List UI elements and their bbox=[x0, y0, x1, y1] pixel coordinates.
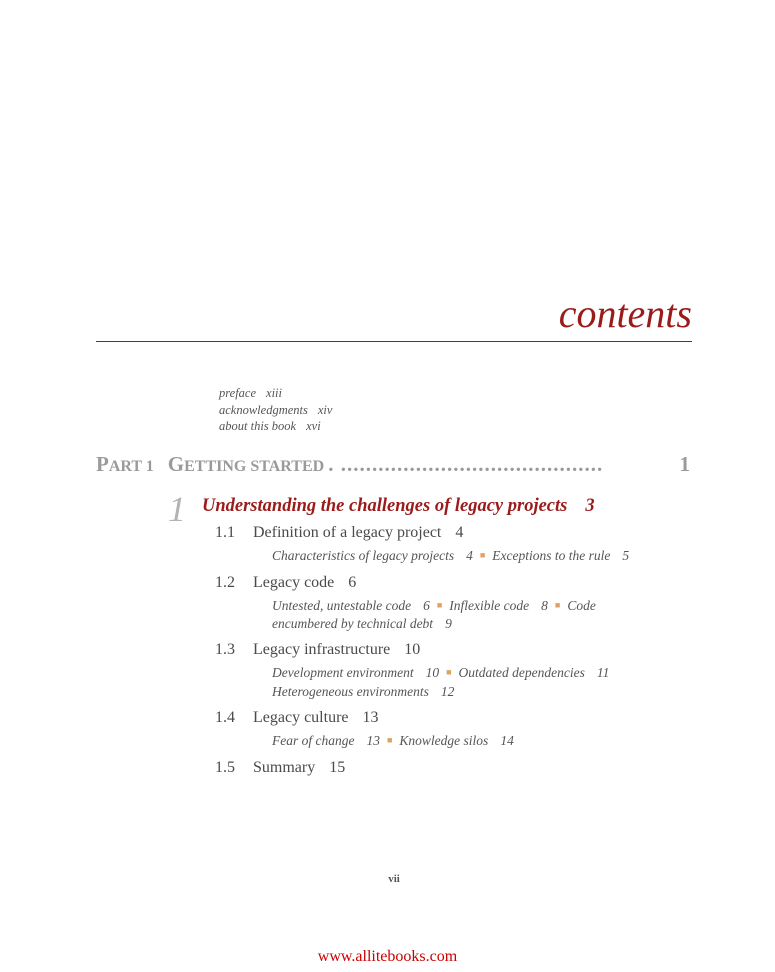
footer-url-link[interactable]: www.allitebooks.com bbox=[317, 948, 458, 965]
subsection-line bbox=[272, 665, 609, 681]
subsection-title[interactable]: Knowledge silos bbox=[399, 733, 489, 748]
subsection-page: 4 bbox=[466, 548, 473, 563]
bullet-separator: ■ bbox=[436, 600, 443, 610]
front-matter-preface[interactable] bbox=[219, 386, 282, 401]
bullet-separator: ■ bbox=[479, 550, 486, 560]
subsection-title[interactable]: encumbered by technical debt bbox=[272, 616, 434, 631]
front-matter-label: acknowledgments bbox=[219, 403, 308, 417]
section-1-3[interactable] bbox=[215, 641, 420, 659]
subsection-title[interactable]: Inflexible code bbox=[449, 598, 530, 613]
bullet-separator: ■ bbox=[554, 600, 561, 610]
section-number: 1.3 bbox=[215, 641, 235, 658]
part-leader-dots: . .......................................... bbox=[328, 452, 604, 476]
subsection-page: 14 bbox=[500, 733, 514, 748]
subsection-page: 10 bbox=[425, 665, 440, 680]
section-page: 10 bbox=[404, 641, 421, 658]
front-matter-label: about this book bbox=[219, 419, 297, 433]
subsection-page: 11 bbox=[596, 665, 610, 680]
subsection-page: 5 bbox=[622, 548, 630, 563]
subsection-line bbox=[272, 616, 452, 632]
chapter-number: 1 bbox=[168, 489, 186, 529]
title-rule bbox=[96, 341, 692, 342]
section-number: 1.4 bbox=[215, 709, 235, 726]
subsection-page: 8 bbox=[541, 598, 548, 613]
subsection-title[interactable]: Fear of change bbox=[272, 733, 355, 748]
subsection-title[interactable]: Characteristics of legacy projects bbox=[272, 548, 455, 563]
subsection-line bbox=[272, 684, 454, 700]
page-folio: vii bbox=[388, 873, 400, 885]
subsection-title[interactable]: Outdated dependencies bbox=[458, 665, 585, 680]
subsection-title[interactable]: Heterogeneous environments bbox=[272, 684, 429, 699]
section-title: Legacy infrastructure bbox=[253, 641, 391, 658]
subsection-title[interactable]: Development environment bbox=[272, 665, 414, 680]
section-1-4[interactable] bbox=[215, 709, 379, 727]
section-title: Summary bbox=[253, 759, 316, 776]
section-number: 1.2 bbox=[215, 574, 235, 591]
front-matter-page: xiii bbox=[266, 386, 282, 400]
bullet-separator: ■ bbox=[446, 667, 452, 677]
section-title: Legacy culture bbox=[253, 709, 349, 726]
subsection-title[interactable]: Exceptions to the rule bbox=[492, 548, 611, 563]
bullet-separator: ■ bbox=[386, 735, 393, 745]
chapter-title: Understanding the challenges of legacy projects bbox=[202, 496, 568, 516]
chapter-title-entry[interactable] bbox=[202, 496, 595, 517]
front-matter-label: preface bbox=[219, 386, 257, 400]
subsection-page: 13 bbox=[366, 733, 380, 748]
part-label: PART 1 bbox=[96, 452, 154, 476]
section-1-1[interactable] bbox=[215, 524, 463, 542]
subsection-page: 6 bbox=[423, 598, 430, 613]
subsection-title[interactable]: Untested, untestable code bbox=[272, 598, 412, 613]
front-matter-page: xvi bbox=[306, 419, 321, 433]
part-heading[interactable] bbox=[96, 452, 690, 477]
section-number: 1.5 bbox=[215, 759, 235, 776]
front-matter-acknowledgments[interactable] bbox=[219, 403, 332, 418]
part-page: 1 bbox=[679, 452, 690, 476]
section-title: Definition of a legacy project bbox=[253, 524, 442, 541]
subsection-line bbox=[272, 548, 629, 564]
chapter-page: 3 bbox=[585, 496, 595, 516]
section-1-5[interactable] bbox=[215, 759, 345, 777]
front-matter-about[interactable] bbox=[219, 419, 321, 434]
section-page: 15 bbox=[329, 759, 346, 776]
subsection-page: 12 bbox=[440, 684, 455, 699]
subsection-page: 9 bbox=[445, 616, 452, 631]
section-1-2[interactable] bbox=[215, 574, 356, 592]
subsection-title[interactable]: Code bbox=[567, 598, 596, 613]
section-page: 13 bbox=[362, 709, 379, 726]
subsection-line bbox=[272, 733, 514, 749]
section-page: 4 bbox=[455, 524, 464, 541]
section-title: Legacy code bbox=[253, 574, 335, 591]
front-matter-page: xiv bbox=[317, 403, 333, 417]
subsection-line bbox=[272, 598, 596, 614]
page-title: contents bbox=[558, 291, 692, 336]
section-page: 6 bbox=[348, 574, 357, 591]
section-number: 1.1 bbox=[215, 524, 235, 541]
part-title: GETTING STARTED bbox=[167, 452, 325, 476]
